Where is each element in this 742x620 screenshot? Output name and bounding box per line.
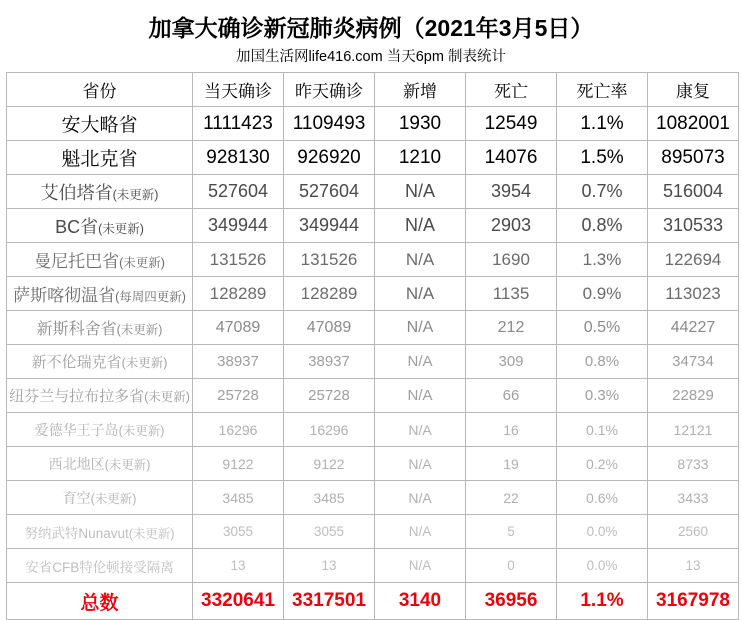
cell-recovered: 3433 — [648, 481, 739, 515]
header-row — [7, 73, 739, 107]
cell-total-new: 3140 — [375, 583, 466, 620]
province-note: (未更新) — [128, 526, 175, 541]
province-name: BC省 — [55, 216, 99, 237]
cell-new: N/A — [375, 481, 466, 515]
column-header-new: 新增 — [375, 73, 466, 107]
cell-new: N/A — [375, 447, 466, 481]
cell-new: N/A — [375, 413, 466, 447]
cell-province — [7, 481, 193, 515]
cell-today: 16296 — [193, 413, 284, 447]
cell-recovered: 13 — [648, 549, 739, 583]
province-name: 安大略省 — [61, 115, 138, 136]
table-row — [7, 141, 739, 175]
cell-death-rate: 0.7% — [557, 175, 648, 209]
cell-total-yesterday: 3317501 — [284, 583, 375, 620]
province-name: 安省CFB特伦顿接受隔离 — [25, 559, 174, 575]
cell-new: N/A — [375, 175, 466, 209]
province-name: 艾伯塔省 — [40, 182, 113, 203]
cell-today: 527604 — [193, 175, 284, 209]
cell-deaths: 19 — [466, 447, 557, 481]
cell-deaths: 0 — [466, 549, 557, 583]
cell-total-today: 3320641 — [193, 583, 284, 620]
cell-death-rate: 1.1% — [557, 107, 648, 141]
cell-total-label: 总数 — [7, 583, 193, 620]
cell-yesterday: 349944 — [284, 209, 375, 243]
cell-new: N/A — [375, 549, 466, 583]
cell-province — [7, 549, 193, 583]
table-row — [7, 175, 739, 209]
cell-recovered: 2560 — [648, 515, 739, 549]
cell-total-recovered: 3167978 — [648, 583, 739, 620]
cell-death-rate: 0.5% — [557, 311, 648, 345]
province-name: 育空 — [62, 489, 91, 506]
table-row — [7, 515, 739, 549]
cell-recovered: 310533 — [648, 209, 739, 243]
cell-new: N/A — [375, 379, 466, 413]
table-row — [7, 413, 739, 447]
cell-new: N/A — [375, 209, 466, 243]
cell-yesterday: 527604 — [284, 175, 375, 209]
cell-yesterday: 3485 — [284, 481, 375, 515]
cell-recovered: 516004 — [648, 175, 739, 209]
cell-province — [7, 277, 193, 311]
cell-today: 13 — [193, 549, 284, 583]
cell-province — [7, 175, 193, 209]
cell-death-rate: 0.2% — [557, 447, 648, 481]
column-header-yesterday: 昨天确诊 — [284, 73, 375, 107]
cell-yesterday: 131526 — [284, 243, 375, 277]
cell-deaths: 309 — [466, 345, 557, 379]
province-note: (未更新) — [119, 256, 165, 270]
table-row — [7, 447, 739, 481]
cell-province — [7, 243, 193, 277]
province-note: (未更新) — [112, 187, 159, 202]
province-name: 纽芬兰与拉布拉多省 — [9, 388, 145, 405]
cell-total-deaths: 36956 — [466, 583, 557, 620]
cell-province — [7, 379, 193, 413]
province-note: (未更新) — [121, 356, 168, 370]
cell-deaths: 12549 — [466, 107, 557, 141]
table-header — [7, 73, 739, 107]
province-name: 魁北克省 — [61, 149, 138, 170]
cell-new: N/A — [375, 345, 466, 379]
cell-today: 38937 — [193, 345, 284, 379]
cell-today: 25728 — [193, 379, 284, 413]
table-row-total — [7, 583, 739, 620]
table-row — [7, 311, 739, 345]
cell-new: 1210 — [375, 141, 466, 175]
cell-recovered: 44227 — [648, 311, 739, 345]
table-row — [7, 481, 739, 515]
table-body — [7, 107, 739, 620]
cell-yesterday: 9122 — [284, 447, 375, 481]
cell-death-rate: 1.3% — [557, 243, 648, 277]
province-note: (未更新) — [90, 491, 137, 506]
cell-today: 3485 — [193, 481, 284, 515]
cell-today: 131526 — [193, 243, 284, 277]
province-name: 爱德华王子岛 — [34, 421, 119, 438]
cell-deaths: 5 — [466, 515, 557, 549]
cell-deaths: 22 — [466, 481, 557, 515]
province-note: (未更新) — [144, 390, 190, 404]
cell-today: 349944 — [193, 209, 284, 243]
cell-yesterday: 926920 — [284, 141, 375, 175]
cell-death-rate: 0.8% — [557, 209, 648, 243]
table-row — [7, 209, 739, 243]
cell-recovered: 34734 — [648, 345, 739, 379]
cell-deaths: 3954 — [466, 175, 557, 209]
cell-total-death-rate: 1.1% — [557, 583, 648, 620]
cell-new: 1930 — [375, 107, 466, 141]
cell-yesterday: 13 — [284, 549, 375, 583]
page-title: 加拿大确诊新冠肺炎病例（2021年3月5日） — [148, 15, 594, 41]
column-header-province: 省份 — [7, 73, 193, 107]
cell-death-rate: 0.0% — [557, 515, 648, 549]
cell-new: N/A — [375, 243, 466, 277]
cell-yesterday: 38937 — [284, 345, 375, 379]
province-name: 新斯科舍省 — [36, 321, 117, 338]
cell-recovered: 113023 — [648, 277, 739, 311]
cell-today: 128289 — [193, 277, 284, 311]
cell-province — [7, 209, 193, 243]
table-row — [7, 243, 739, 277]
cell-yesterday: 16296 — [284, 413, 375, 447]
table-row — [7, 379, 739, 413]
cell-today: 1111423 — [193, 107, 284, 141]
cell-deaths: 66 — [466, 379, 557, 413]
cell-deaths: 1690 — [466, 243, 557, 277]
cell-yesterday: 47089 — [284, 311, 375, 345]
cell-province — [7, 141, 193, 175]
cell-today: 47089 — [193, 311, 284, 345]
cell-death-rate: 0.8% — [557, 345, 648, 379]
cell-province — [7, 311, 193, 345]
cell-province — [7, 447, 193, 481]
table-row — [7, 107, 739, 141]
cell-death-rate: 0.3% — [557, 379, 648, 413]
cell-new: N/A — [375, 515, 466, 549]
cell-province — [7, 515, 193, 549]
cell-deaths: 212 — [466, 311, 557, 345]
column-header-today: 当天确诊 — [193, 73, 284, 107]
cell-deaths: 14076 — [466, 141, 557, 175]
province-name: 西北地区 — [48, 455, 105, 472]
cell-yesterday: 128289 — [284, 277, 375, 311]
province-note: (未更新) — [104, 457, 151, 472]
column-header-recovered: 康复 — [648, 73, 739, 107]
cell-yesterday: 25728 — [284, 379, 375, 413]
cell-province — [7, 107, 193, 141]
table-row — [7, 345, 739, 379]
column-header-deaths: 死亡 — [466, 73, 557, 107]
province-note: (未更新) — [116, 323, 163, 337]
cell-recovered: 1082001 — [648, 107, 739, 141]
cell-new: N/A — [375, 277, 466, 311]
province-note: (未更新) — [98, 221, 144, 236]
table-row — [7, 549, 739, 583]
cell-death-rate: 0.9% — [557, 277, 648, 311]
covid-stats-table — [6, 72, 739, 620]
cell-province — [7, 413, 193, 447]
cell-recovered: 8733 — [648, 447, 739, 481]
cell-deaths: 16 — [466, 413, 557, 447]
cell-province — [7, 345, 193, 379]
column-header-death-rate: 死亡率 — [557, 73, 648, 107]
cell-recovered: 22829 — [648, 379, 739, 413]
cell-recovered: 12121 — [648, 413, 739, 447]
province-name: 萨斯喀彻温省 — [13, 286, 116, 305]
cell-new: N/A — [375, 311, 466, 345]
cell-death-rate: 0.1% — [557, 413, 648, 447]
cell-yesterday: 1109493 — [284, 107, 375, 141]
province-name: 新不伦瑞克省 — [31, 354, 122, 371]
cell-today: 928130 — [193, 141, 284, 175]
cell-death-rate: 0.0% — [557, 549, 648, 583]
cell-yesterday: 3055 — [284, 515, 375, 549]
province-name: 努纳武特Nunavut — [24, 525, 129, 541]
cell-recovered: 895073 — [648, 141, 739, 175]
province-name: 曼尼托巴省 — [34, 252, 120, 271]
cell-death-rate: 0.6% — [557, 481, 648, 515]
table-row — [7, 277, 739, 311]
province-note: (每周四更新) — [115, 290, 186, 304]
page-subtitle: 加国生活网life416.com 当天6pm 制表统计 — [236, 49, 506, 65]
cell-deaths: 2903 — [466, 209, 557, 243]
province-note: (未更新) — [118, 423, 165, 438]
cell-recovered: 122694 — [648, 243, 739, 277]
cell-deaths: 1135 — [466, 277, 557, 311]
cell-death-rate: 1.5% — [557, 141, 648, 175]
cell-today: 9122 — [193, 447, 284, 481]
cell-today: 3055 — [193, 515, 284, 549]
